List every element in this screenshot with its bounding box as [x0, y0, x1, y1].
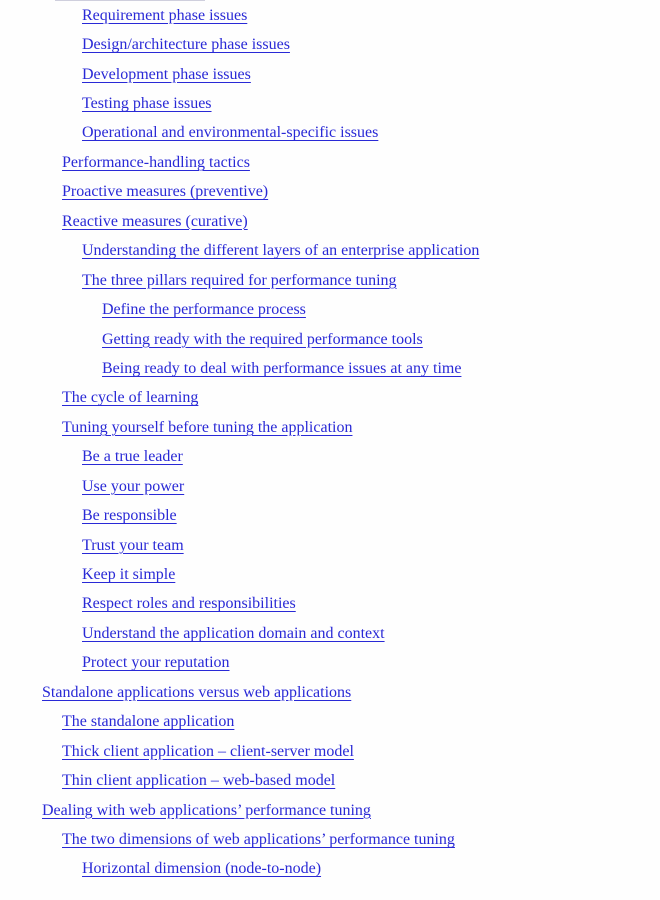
toc-link[interactable]: The cycle of learning	[62, 389, 199, 407]
toc-link[interactable]: The two dimensions of web applications’ performance tuning	[62, 830, 455, 848]
toc-link[interactable]: Proactive measures (preventive)	[62, 183, 269, 201]
toc-row	[0, 354, 660, 383]
toc-row	[0, 1, 660, 30]
toc-row	[0, 825, 660, 854]
toc-link[interactable]: Thick client application – client-server model	[62, 742, 354, 760]
toc-row	[0, 30, 660, 59]
toc-link[interactable]: Testing phase issues	[82, 95, 212, 113]
toc-link[interactable]: Understanding the different layers of an enterprise application	[82, 242, 480, 260]
toc-row	[0, 148, 660, 177]
toc-link[interactable]: Design/architecture phase issues	[82, 36, 290, 54]
toc-row	[0, 119, 660, 148]
toc-row	[0, 560, 660, 589]
toc-row	[0, 178, 660, 207]
toc-link[interactable]: Tuning yourself before tuning the application	[62, 418, 353, 436]
toc-row	[0, 266, 660, 295]
toc-link[interactable]: Be responsible	[82, 507, 177, 525]
toc-link[interactable]: Operational and environmental-specific issues	[82, 124, 379, 142]
toc-row	[0, 413, 660, 442]
toc-row	[0, 60, 660, 89]
toc-link[interactable]: Reactive measures (curative)	[62, 212, 248, 230]
toc-link[interactable]: Define the performance process	[102, 301, 306, 319]
toc-row	[0, 531, 660, 560]
table-of-contents	[0, 1, 660, 884]
toc-row	[0, 443, 660, 472]
toc-link[interactable]: Being ready to deal with performance issues at any time	[102, 359, 462, 377]
toc-row	[0, 472, 660, 501]
toc-link[interactable]: Dealing with web applications’ performance tuning	[42, 801, 371, 819]
toc-link[interactable]: Standalone applications versus web applications	[42, 683, 352, 701]
toc-link[interactable]: Keep it simple	[82, 566, 176, 584]
toc-link[interactable]: The standalone application	[62, 713, 235, 731]
toc-link[interactable]: The three pillars required for performance tuning	[82, 271, 397, 289]
toc-link[interactable]: Respect roles and responsibilities	[82, 595, 296, 613]
toc-link[interactable]: Development phase issues	[82, 65, 251, 83]
toc-row	[0, 237, 660, 266]
toc-link[interactable]: Trust your team	[82, 536, 184, 554]
toc-row	[0, 708, 660, 737]
toc-row	[0, 501, 660, 530]
toc-link[interactable]: Be a true leader	[82, 448, 183, 466]
toc-link[interactable]: Understand the application domain and context	[82, 624, 385, 642]
toc-row	[0, 295, 660, 324]
toc-row	[0, 619, 660, 648]
toc-row	[0, 796, 660, 825]
toc-row	[0, 89, 660, 118]
toc-row	[0, 855, 660, 884]
toc-row	[0, 325, 660, 354]
toc-link[interactable]: Thin client application – web-based model	[62, 772, 336, 790]
toc-row	[0, 678, 660, 707]
toc-link[interactable]: Protect your reputation	[82, 654, 230, 672]
toc-row	[0, 737, 660, 766]
toc-row	[0, 649, 660, 678]
toc-row	[0, 207, 660, 236]
toc-link[interactable]: Horizontal dimension (node-to-node)	[82, 860, 322, 878]
toc-row	[0, 384, 660, 413]
toc-link[interactable]: Performance-handling tactics	[62, 153, 250, 171]
toc-link[interactable]: Getting ready with the required performance tools	[102, 330, 423, 348]
toc-row	[0, 590, 660, 619]
toc-link[interactable]: Requirement phase issues	[82, 6, 248, 24]
toc-row	[0, 766, 660, 795]
toc-link[interactable]: Use your power	[82, 477, 185, 495]
